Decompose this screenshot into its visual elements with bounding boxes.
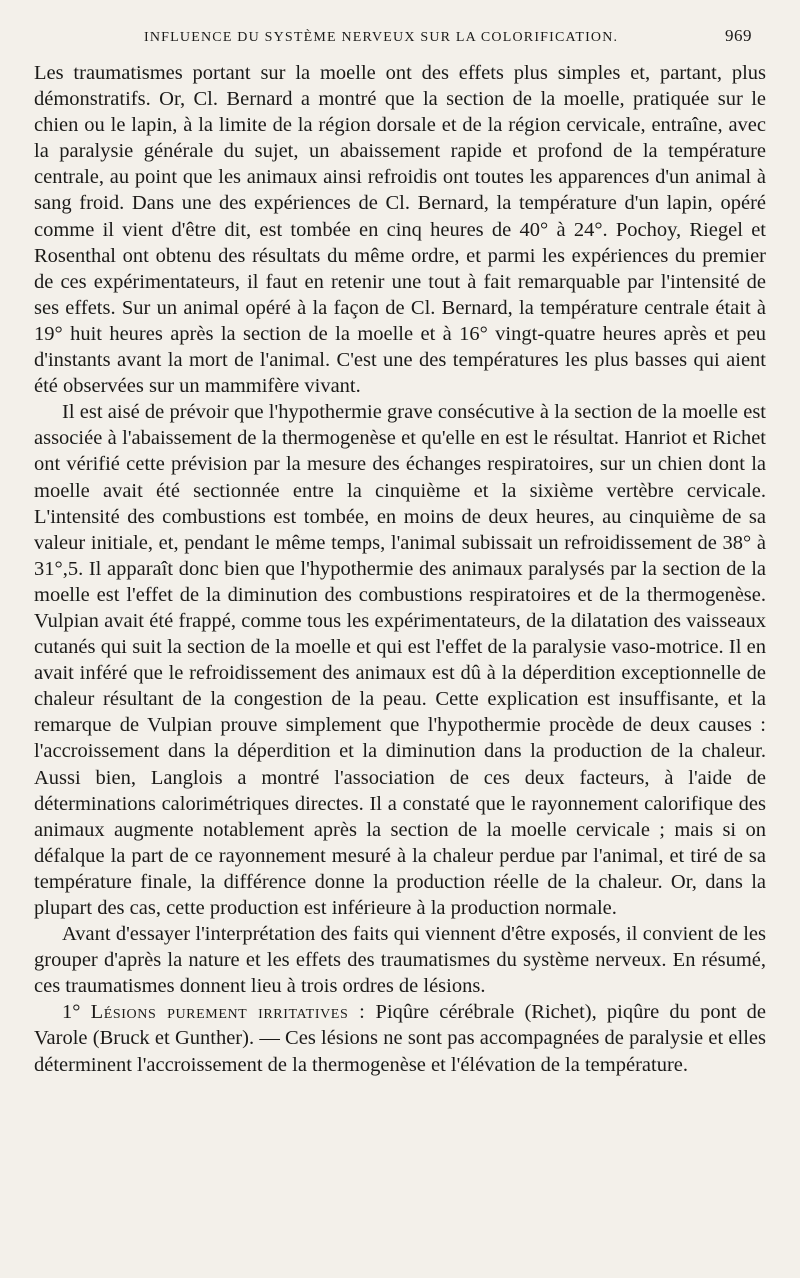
- paragraph-lesion-summary: Avant d'essayer l'interprétation des faits qui viennent d'être exposés, il convient de les grouper d'après la nature et les effets des traumatismes du système nerveux. En résumé, ces traumatismes donnent lieu à trois ordres de lésions.: [34, 923, 766, 998]
- paragraph-hypothermia-thermogenesis: Il est aisé de prévoir que l'hypothermie grave consécutive à la section de la moelle est associée à l'abaissement de la thermogenèse et qu'elle en est le résultat. Hanriot et Richet ont vérifié cette prévision par la mesure des échanges respiratoires, sur un chien dont la moelle avait été sectionnée entre la cinquième et la sixième vertèbre cervicale. L'intensité des combustions est tombée, en moins de deux heures, au cinquième de sa valeur initiale, et, pendant le même temps, l'animal subissait un refroidissement de 38° à 31°,5. Il apparaît donc bien que l'hypothermie des animaux paralysés par la section de la moelle est l'effet de la diminution des combustions respiratoires et de la thermogenèse. Vulpian avait été frappé, comme tous les expérimentateurs, de la dilatation des vaisseaux cutanés qui suit la section de la moelle et qui est l'effet de la paralysie vaso-motrice. Il en avait inféré que le refroidissement des animaux est dû à la déperdition exceptionnelle de chaleur résultant de la congestion de la peau. Cette explication est insuffisante, et la remarque de Vulpian prouve simplement que l'hypothermie procède de deux causes : l'accroissement dans la déperdition et la diminution dans la production de la chaleur. Aussi bien, Langlois a montré l'association de ces deux facteurs, à l'aide de déterminations calorimétriques directes. Il a constaté que le rayonnement calorifique des animaux augmente notablement après la section de la moelle cervicale ; mais si on défalque la part de ce rayonnement mesuré à la chaleur perdue par l'animal, et tiré de sa température finale, la différence donne la production réelle de la chaleur. Or, dans la plupart des cas, cette production est inférieure à la production normale.: [34, 401, 766, 919]
- irritative-lesions-text: Piqûre cérébrale (Richet), piqûre du pont de Varole (Bruck et Gunther). — Ces lésions ne sont pas accompagnées de paralysie et elles déterminent l'accroissement de la thermogenèse et l'élévation de la température.: [34, 1001, 767, 1076]
- section-heading-irritative-lesions: Lésions purement irritatives :: [90, 1001, 366, 1024]
- text-body: [34, 60, 766, 1078]
- list-number: 1°: [62, 1001, 81, 1024]
- running-title: INFLUENCE DU SYSTÈME NERVEUX SUR LA COLORIFICATION.: [144, 30, 619, 45]
- page-number: 969: [725, 26, 752, 45]
- paragraph-spinal-cord-effects: Les traumatismes portant sur la moelle ont des effets plus simples et, partant, plus démonstratifs. Or, Cl. Bernard a montré que la section de la moelle, pratiquée sur le chien ou le lapin, à la limite de la région dorsale et de la région cervicale, entraîne, avec la paralysie générale du sujet, un abaissement rapide et profond de la température centrale, au point que les animaux ainsi refroidis ont toutes les apparences d'un animal à sang froid. Dans une des expériences de Cl. Bernard, la température d'un lapin, opéré comme il vient d'être dit, est tombée en cinq heures de 40° à 24°. Pochoy, Riegel et Rosenthal ont obtenu des résultats du même ordre, et parmi les expériences du premier de ces expérimentateurs, il faut en retenir une tout à fait remarquable par l'intensité de ses effets. Sur un animal opéré à la façon de Cl. Bernard, la température centrale était à 19° huit heures après la section de la moelle et à 16° vingt-quatre heures après et peu d'instants avant la mort de l'animal. C'est une des températures les plus basses qui aient été observées sur un mammifère vivant.: [34, 62, 766, 398]
- paragraph-irritative-lesions: [34, 999, 766, 1077]
- running-head: [34, 26, 766, 56]
